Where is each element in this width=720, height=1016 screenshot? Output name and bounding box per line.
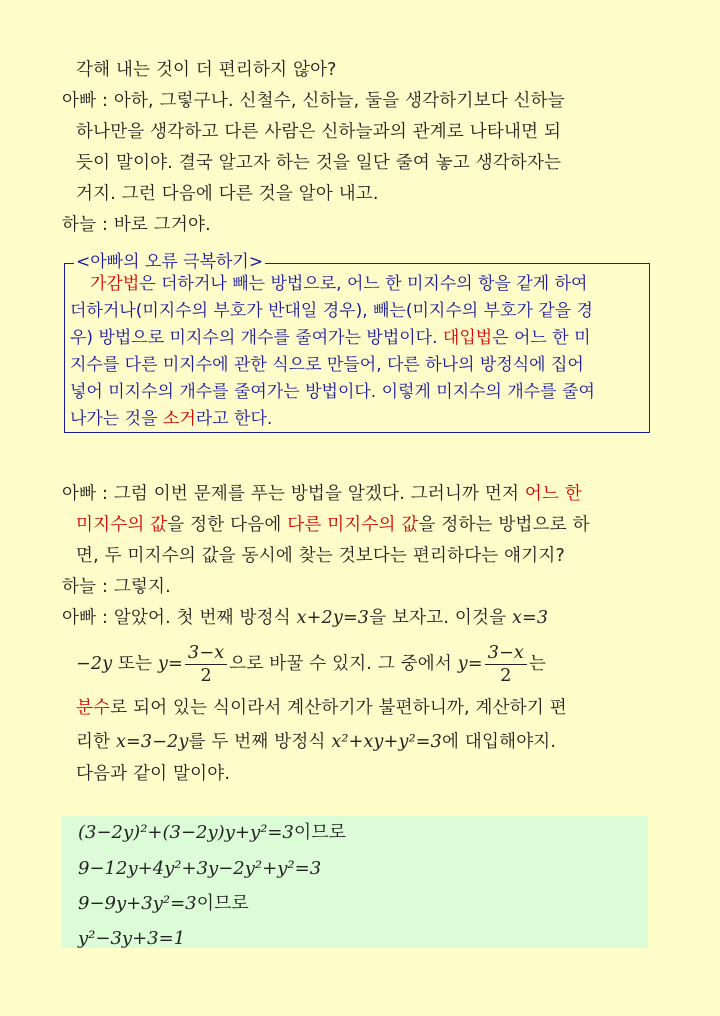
math-expression: x=3−2y: [115, 732, 189, 752]
dialogue-line: 아빠 : 그럼 이번 문제를 푸는 방법을 알겠다. 그러니까 먼저 어느 한: [62, 484, 582, 504]
equation-line: 9−9y+3y²=3이므로: [78, 893, 249, 914]
dialogue-line: 아빠 : 아하, 그렇구나. 신철수, 신하늘, 둘을 생각하기보다 신하늘: [62, 91, 565, 111]
text-line: 하나만을 생각하고 다른 사람은 신하늘과의 관계로 나타내면 되: [76, 122, 562, 142]
term-highlight: 소거: [162, 409, 196, 429]
dialogue-line: 하늘 : 바로 그거야.: [62, 215, 211, 235]
equation-line: (3−2y)²+(3−2y)y+y²=3이므로: [78, 822, 347, 843]
text-line: 듯이 말이야. 결국 알고자 하는 것을 일단 줄여 놓고 생각하자는: [76, 153, 562, 173]
text-line: 리한 x=3−2y를 두 번째 방정식 x²+xy+y²=3에 대입해야지.: [76, 732, 557, 752]
math-expression: x+2y=3: [296, 608, 370, 628]
text-line: 분수로 되어 있는 식이라서 계산하기가 불편하니까, 계산하기 편: [76, 698, 567, 718]
fraction: $\frac{3-x}{2}$: [185, 642, 227, 687]
fraction: $\frac{3-x}{2}$: [485, 642, 527, 687]
dialogue-line: 하늘 : 그렇지.: [62, 577, 171, 597]
equation-line: y²−3y+3=1: [78, 928, 186, 949]
callout-line: 지수를 다른 미지수에 관한 식으로 만들어, 다른 하나의 방정식에 집어: [70, 355, 584, 375]
text-line: 면, 두 미지수의 값을 동시에 찾는 것보다는 편리하다는 얘기지?: [76, 546, 565, 566]
text-line: 미지수의 값을 정한 다음에 다른 미지수의 값을 정하는 방법으로 하: [76, 515, 590, 535]
text-line: 각해 내는 것이 더 편리하지 않아?: [76, 60, 337, 80]
dialogue-line: 아빠 : 알았어. 첫 번째 방정식 x+2y=3을 보자고. 이것을 x=3: [62, 608, 549, 628]
callout-line: 넣어 미지수의 개수를 줄여가는 방법이다. 이렇게 미지수의 개수를 줄여: [70, 382, 595, 402]
callout-line: 우) 방법으로 미지수의 개수를 줄여가는 방법이다. 대입법은 어느 한 미: [70, 328, 591, 348]
text-line: 다음과 같이 말이야.: [76, 764, 231, 784]
text-line: −2y 또는 y= $\frac{3-x}{2}$ 으로 바꿀 수 있지. 그 중에서 y= $\frac{3-x}{2}$ 는: [76, 642, 547, 686]
math-expression: x²+xy+y²=3: [331, 732, 443, 752]
text-line: 거지. 그런 다음에 다른 것을 알아 내고.: [76, 184, 379, 204]
callout-title: <아빠의 오류 극복하기>: [76, 252, 264, 272]
callout-line: 나가는 것을 소거라고 한다.: [70, 409, 273, 429]
math-expression: x=3: [511, 608, 549, 628]
equation-line: 9−12y+4y²+3y−2y²+y²=3: [78, 858, 322, 879]
callout-line: 더하거나(미지수의 부호가 반대일 경우), 빼는(미지수의 부호가 같을 경: [70, 301, 593, 321]
callout-line: 가감법은 더하거나 빼는 방법으로, 어느 한 미지수의 항을 같게 하여: [90, 274, 588, 294]
term-highlight: 대입법: [442, 328, 493, 348]
term-highlight: 가감법: [90, 274, 140, 294]
